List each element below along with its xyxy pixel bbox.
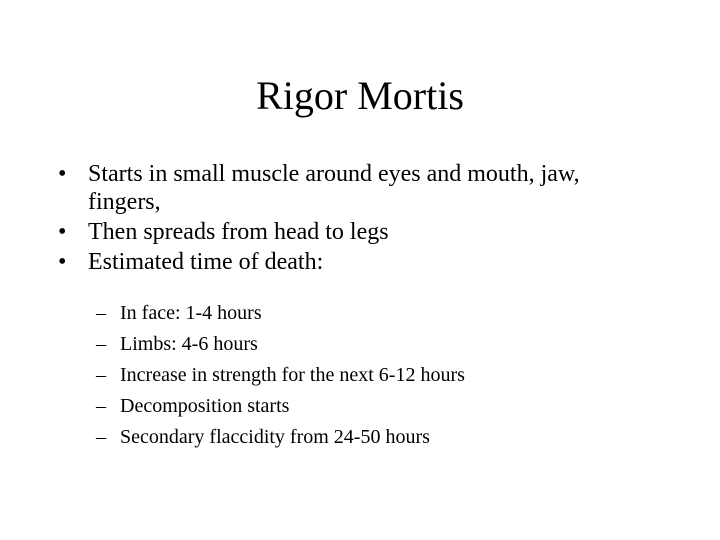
dash-marker: – [96, 364, 106, 386]
sub-bullet-text: Increase in strength for the next 6-12 hours [120, 364, 465, 386]
sub-bullet-item [96, 394, 656, 418]
dash-marker: – [96, 302, 106, 324]
dash-marker: – [96, 333, 106, 355]
sub-bullet-text: Decomposition starts [120, 395, 290, 417]
bullet-marker: • [58, 249, 67, 275]
bullet-text: Starts in small muscle around eyes and mouth, jaw, fingers, [88, 161, 580, 215]
bullet-text: Estimated time of death: [88, 249, 324, 275]
dash-marker: – [96, 395, 106, 417]
slide-title: Rigor Mortis [256, 73, 464, 118]
bullet-item [58, 160, 698, 216]
sub-bullet-text: Secondary flaccidity from 24-50 hours [120, 426, 430, 448]
sub-bullet-item [96, 425, 656, 449]
sub-bullet-item [96, 363, 656, 387]
dash-marker: – [96, 426, 106, 448]
bullet-item [58, 218, 698, 246]
bullet-marker: • [58, 161, 67, 187]
sub-bullet-item [96, 301, 656, 325]
bullet-text: Then spreads from head to legs [88, 219, 389, 245]
sub-bullet-item [96, 332, 656, 356]
bullet-marker: • [58, 219, 67, 245]
sub-bullet-text: Limbs: 4-6 hours [120, 333, 258, 355]
bullet-item [58, 248, 698, 276]
sub-bullet-text: In face: 1-4 hours [120, 302, 262, 324]
sub-bullet-list [96, 301, 656, 456]
bullet-list [58, 160, 698, 278]
